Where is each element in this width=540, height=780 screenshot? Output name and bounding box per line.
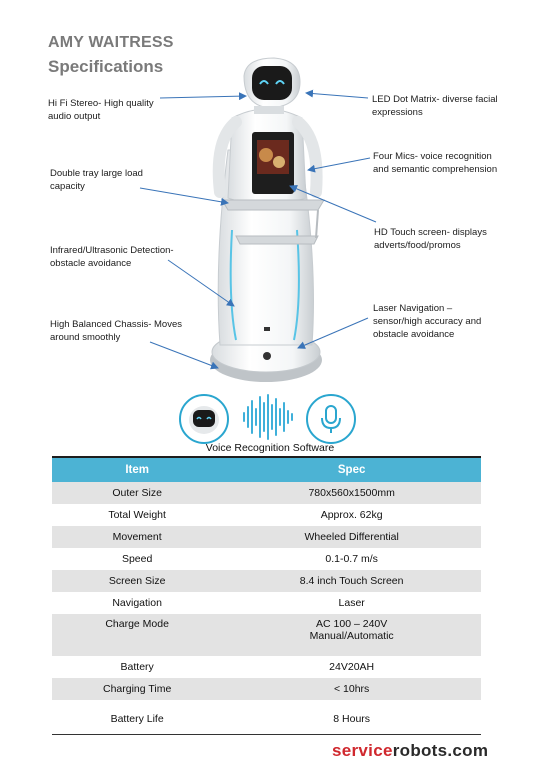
arrow-tray <box>140 188 228 203</box>
arrow-touch <box>290 186 376 222</box>
table-header-row <box>52 457 481 482</box>
annotation-led: LED Dot Matrix- diverse facial expressions <box>372 94 498 118</box>
row-spec: Wheeled Differential <box>222 526 481 548</box>
table-row <box>52 700 481 735</box>
row-item: Battery <box>120 661 154 673</box>
arrow-chassis <box>150 342 218 368</box>
annotation-hifi: Hi Fi Stereo- High quality audio output <box>48 98 154 122</box>
sound-wave-icon <box>240 393 298 441</box>
brand-logo: servicerobots.com <box>332 741 489 760</box>
row-spec: 8 Hours <box>222 700 481 735</box>
annotation-mics: Four Mics- voice recognition and semantic comprehension <box>373 151 498 175</box>
row-item: Total Weight <box>108 509 166 521</box>
page-title: AMY WAITRESS <box>48 34 174 51</box>
row-item: Movement <box>52 526 222 548</box>
annotation-chassis: High Balanced Chassis- Moves around smoothly <box>50 319 183 343</box>
table-row <box>52 592 481 614</box>
page-subtitle: Specifications <box>48 57 164 76</box>
table-row <box>52 548 481 570</box>
table-row <box>52 570 481 592</box>
table-row <box>52 614 481 656</box>
row-spec: < 10hrs <box>222 678 481 700</box>
header-item: Item <box>52 457 222 482</box>
header-spec: Spec <box>222 457 481 482</box>
table-row <box>52 656 481 678</box>
annotation-laser: Laser Navigation – sensor/high accuracy and obstacle avoidance <box>373 303 482 340</box>
row-spec: 24V20AH <box>329 661 375 673</box>
row-spec: Approx. 62kg <box>320 509 383 521</box>
row-spec: AC 100 – 240V Manual/Automatic <box>222 614 481 656</box>
row-spec: 780x560x1500mm <box>222 482 481 504</box>
row-spec: 0.1-0.7 m/s <box>325 553 378 565</box>
robot-face-icon <box>179 394 229 444</box>
row-item: Outer Size <box>52 482 222 504</box>
row-item: Speed <box>121 553 153 565</box>
annotation-touch: HD Touch screen- displays adverts/food/promos <box>374 227 487 251</box>
row-item: Navigation <box>112 597 162 609</box>
arrow-mics <box>308 158 370 170</box>
row-item: Charge Mode <box>52 614 222 656</box>
row-item: Charging Time <box>52 678 222 700</box>
arrow-infrared <box>168 260 234 306</box>
spec-table <box>52 456 481 735</box>
arrow-laser <box>298 318 368 348</box>
microphone-icon <box>306 394 356 444</box>
table-row <box>52 504 481 526</box>
table-row <box>52 678 481 700</box>
arrow-led <box>306 93 368 98</box>
table-row <box>52 482 481 504</box>
arrow-hifi <box>160 96 246 98</box>
row-spec: Laser <box>338 597 365 609</box>
row-spec: 8.4 inch Touch Screen <box>222 570 481 592</box>
row-item: Battery Life <box>52 700 222 735</box>
annotation-tray: Double tray large load capacity <box>50 168 143 192</box>
annotation-infrared: Infrared/Ultrasonic Detection- obstacle avoidance <box>50 245 174 269</box>
voice-recognition-caption: Voice Recognition Software <box>205 442 335 454</box>
table-row <box>52 526 481 548</box>
row-item: Screen Size <box>52 570 222 592</box>
